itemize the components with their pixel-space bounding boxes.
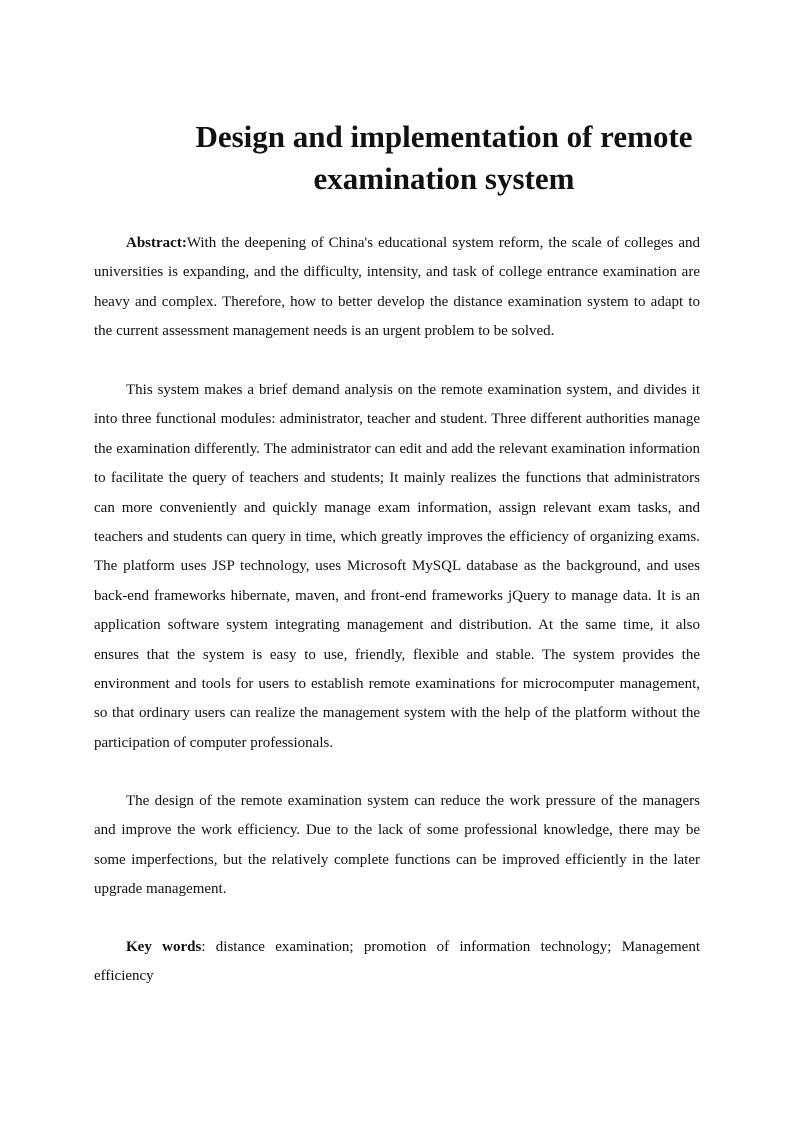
abstract-label: Abstract [126,235,182,251]
title-line-2: examination system [313,161,575,196]
body-section-3 [94,787,700,905]
keywords-label: Key words [126,939,202,955]
abstract-section [94,229,700,347]
keywords-text: : distance examination; promotion of information technology; Management efficiency [94,939,701,985]
body-paragraph-2: This system makes a brief demand analysis on the remote examination system, and divides it into three functional modules: administrator, teacher and student. Three different authorities manage the examination differently. The administrator can edit and add the relevant examination information to facilitate the query of teachers and students; It mainly realizes the functions that administrators can more conveniently and quickly manage exam information, assign relevant exam tasks, and teachers and students can query in time, which greatly improves the efficiency of organizing exams. The platform uses JSP technology, uses Microsoft MySQL database as the background, and uses back-end frameworks hibernate, maven, and front-end frameworks jQuery to manage data. It is an application software system integrating management and distribution. At the same time, it also ensures that the system is easy to use, friendly, flexible and stable. The system provides the environment and tools for users to establish remote examinations for microcomputer management, so that ordinary users can realize the management system with the help of the platform without the participation of computer professionals. [94,382,700,751]
paper-title [94,116,793,200]
abstract-colon: : [181,235,187,251]
abstract-text: With the deepening of China's educational system reform, the scale of colleges and universities is expanding, and the difficulty, intensity, and task of college entrance examination are heavy and complex. Therefore, how to better develop the distance examination system to adapt to the current assessment management needs is an urgent problem to be solved. [94,235,700,340]
body-paragraph-3: The design of the remote examination system can reduce the work pressure of the managers and improve the work efficiency. Due to the lack of some professional knowledge, there may be some imperfections, but the relatively complete functions can be improved efficiently in the later upgrade management. [94,793,700,898]
keywords-section [94,933,700,992]
keywords-paragraph [94,933,700,992]
abstract-paragraph [94,229,700,347]
title-line-1: Design and implementation of remote [195,119,693,154]
body-section-2 [94,376,700,758]
